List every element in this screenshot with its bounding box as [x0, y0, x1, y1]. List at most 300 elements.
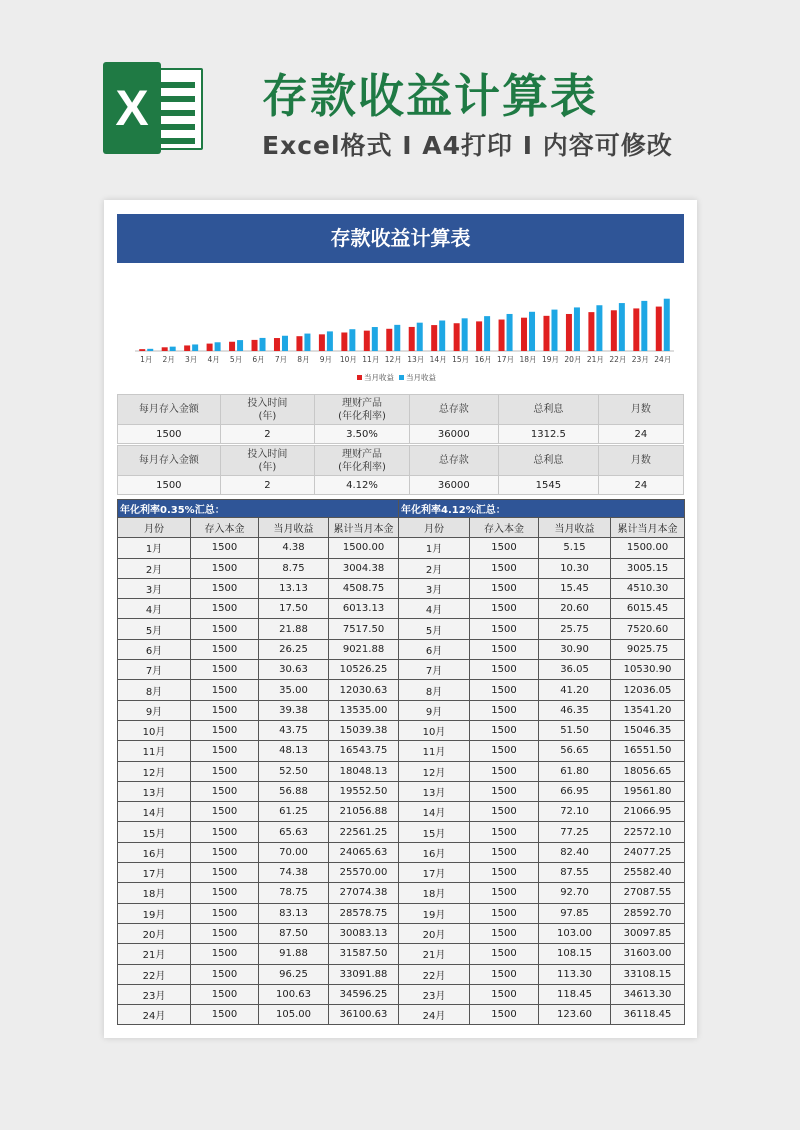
table-cell: 1月	[399, 538, 470, 558]
x-tick-label: 22月	[609, 355, 627, 364]
table-cell: 10530.90	[611, 660, 685, 680]
table-cell: 1500	[470, 700, 539, 720]
table-cell: 24月	[399, 1005, 470, 1025]
table-row	[118, 700, 685, 720]
table-cell: 1500	[191, 619, 259, 639]
table-cell: 15月	[118, 822, 191, 842]
table-cell: 20月	[399, 923, 470, 943]
table-row	[118, 578, 685, 598]
summary-value-cell: 24	[598, 476, 683, 495]
table-row	[118, 1005, 685, 1025]
table-cell: 6013.13	[329, 599, 399, 619]
column-header: 累计当月本金	[329, 518, 399, 538]
table-cell: 1500	[191, 964, 259, 984]
table-row	[118, 720, 685, 740]
table-cell: 56.65	[539, 741, 611, 761]
x-tick-label: 3月	[185, 355, 198, 364]
table-cell: 12036.05	[611, 680, 685, 700]
table-row	[118, 964, 685, 984]
table-cell: 91.88	[259, 944, 329, 964]
bar-series-1	[431, 325, 437, 351]
table-cell: 118.45	[539, 984, 611, 1004]
table-cell: 1500.00	[329, 538, 399, 558]
table-cell: 25.75	[539, 619, 611, 639]
summary-table-2	[117, 445, 684, 495]
table-cell: 23月	[399, 984, 470, 1004]
table-row	[118, 802, 685, 822]
bar-series-2	[282, 336, 288, 351]
table-cell: 13535.00	[329, 700, 399, 720]
summary-header-cell: 理财产品 (年化利率)	[315, 446, 410, 476]
table-cell: 34596.25	[329, 984, 399, 1004]
legend-swatch	[399, 375, 404, 380]
summary-table-1	[117, 394, 684, 444]
table-cell: 9021.88	[329, 639, 399, 659]
table-cell: 10526.25	[329, 660, 399, 680]
document-page	[104, 200, 697, 1038]
table-cell: 12030.63	[329, 680, 399, 700]
table-cell: 51.50	[539, 720, 611, 740]
table-cell: 34613.30	[611, 984, 685, 1004]
summary-value-cell: 36000	[409, 476, 498, 495]
table-row	[118, 944, 685, 964]
table-cell: 7月	[118, 660, 191, 680]
table-cell: 27074.38	[329, 883, 399, 903]
table-cell: 23月	[118, 984, 191, 1004]
table-cell: 36118.45	[611, 1005, 685, 1025]
table-cell: 1500	[470, 761, 539, 781]
table-cell: 28578.75	[329, 903, 399, 923]
legend-label: 当月收益	[406, 373, 436, 382]
section-title-right: 年化利率4.12%汇总：	[399, 500, 685, 518]
table-cell: 1500	[470, 863, 539, 883]
column-header: 当月收益	[259, 518, 329, 538]
x-tick-label: 21月	[586, 355, 604, 364]
table-cell: 11月	[399, 741, 470, 761]
bar-series-2	[327, 331, 333, 351]
legend-swatch	[357, 375, 362, 380]
table-cell: 19561.80	[611, 781, 685, 801]
table-cell: 8.75	[259, 558, 329, 578]
bar-series-1	[566, 314, 572, 351]
table-cell: 82.40	[539, 842, 611, 862]
bar-series-2	[484, 316, 490, 351]
table-cell: 28592.70	[611, 903, 685, 923]
table-row	[118, 599, 685, 619]
table-cell: 1500	[191, 578, 259, 598]
bar-series-2	[372, 327, 378, 351]
table-cell: 100.63	[259, 984, 329, 1004]
table-cell: 19月	[118, 903, 191, 923]
x-tick-label: 17月	[497, 355, 515, 364]
table-cell: 8月	[399, 680, 470, 700]
summary-header-cell: 投入时间 (年)	[220, 395, 315, 425]
table-row	[118, 639, 685, 659]
x-tick-label: 23月	[631, 355, 649, 364]
summary-header-cell: 总存款	[409, 446, 498, 476]
table-cell: 3004.38	[329, 558, 399, 578]
bar-series-1	[588, 312, 594, 351]
table-cell: 1500	[191, 944, 259, 964]
table-cell: 1500	[191, 720, 259, 740]
bar-series-1	[521, 318, 527, 351]
table-cell: 27087.55	[611, 883, 685, 903]
table-cell: 15月	[399, 822, 470, 842]
table-cell: 78.75	[259, 883, 329, 903]
monthly-income-chart	[117, 270, 684, 390]
table-cell: 1500	[470, 944, 539, 964]
column-header: 存入本金	[470, 518, 539, 538]
banner-title: 存款收益计算表	[262, 69, 598, 123]
table-cell: 96.25	[259, 964, 329, 984]
x-tick-label: 11月	[362, 355, 380, 364]
x-tick-label: 10月	[339, 355, 357, 364]
summary-value-cell: 24	[598, 425, 683, 444]
table-cell: 7520.60	[611, 619, 685, 639]
table-cell: 9月	[118, 700, 191, 720]
summary-header-cell: 月数	[598, 446, 683, 476]
table-cell: 7月	[399, 660, 470, 680]
summary-value-cell: 3.50%	[315, 425, 410, 444]
table-cell: 19552.50	[329, 781, 399, 801]
table-cell: 1500	[470, 984, 539, 1004]
table-row	[118, 619, 685, 639]
table-cell: 21066.95	[611, 802, 685, 822]
table-cell: 22572.10	[611, 822, 685, 842]
table-cell: 4.38	[259, 538, 329, 558]
table-cell: 8月	[118, 680, 191, 700]
bar-series-2	[260, 338, 266, 351]
table-cell: 22561.25	[329, 822, 399, 842]
table-cell: 1500	[191, 761, 259, 781]
table-cell: 30083.13	[329, 923, 399, 943]
table-row	[118, 984, 685, 1004]
table-cell: 1500	[470, 822, 539, 842]
table-cell: 5.15	[539, 538, 611, 558]
table-cell: 16551.50	[611, 741, 685, 761]
table-cell: 21.88	[259, 619, 329, 639]
summary-value-cell: 2	[220, 476, 315, 495]
x-tick-label: 15月	[452, 355, 470, 364]
table-cell: 6月	[118, 639, 191, 659]
bar-series-2	[170, 347, 176, 351]
table-cell: 1500	[470, 680, 539, 700]
table-cell: 1500	[191, 984, 259, 1004]
table-cell: 1500	[191, 680, 259, 700]
table-cell: 5月	[399, 619, 470, 639]
table-row	[118, 781, 685, 801]
x-tick-label: 9月	[319, 355, 333, 364]
table-cell: 16月	[118, 842, 191, 862]
table-cell: 13541.20	[611, 700, 685, 720]
table-cell: 48.13	[259, 741, 329, 761]
table-cell: 1500	[470, 599, 539, 619]
bar-series-1	[341, 332, 347, 351]
table-cell: 56.88	[259, 781, 329, 801]
table-cell: 1500	[191, 822, 259, 842]
table-cell: 4月	[399, 599, 470, 619]
excel-logo-letter: X	[103, 62, 161, 154]
table-cell: 26.25	[259, 639, 329, 659]
table-cell: 18048.13	[329, 761, 399, 781]
table-cell: 1月	[118, 538, 191, 558]
summary-value-cell: 2	[220, 425, 315, 444]
summary-header-cell: 投入时间 (年)	[220, 446, 315, 476]
bar-series-1	[476, 321, 482, 351]
x-tick-label: 1月	[140, 355, 153, 364]
table-cell: 7517.50	[329, 619, 399, 639]
table-cell: 11月	[118, 741, 191, 761]
summary-header-cell: 总存款	[409, 395, 498, 425]
table-cell: 39.38	[259, 700, 329, 720]
bar-series-2	[462, 318, 468, 351]
bar-series-1	[543, 316, 549, 351]
bar-series-1	[184, 345, 190, 351]
x-tick-label: 24月	[654, 355, 672, 364]
table-cell: 24077.25	[611, 842, 685, 862]
table-cell: 103.00	[539, 923, 611, 943]
table-row	[118, 558, 685, 578]
table-row	[118, 863, 685, 883]
x-tick-label: 7月	[274, 355, 288, 364]
summary-header-cell: 总利息	[498, 446, 598, 476]
table-cell: 1500	[191, 1005, 259, 1025]
table-cell: 4510.30	[611, 578, 685, 598]
bar-series-2	[394, 325, 400, 351]
x-tick-label: 18月	[519, 355, 537, 364]
table-cell: 30.90	[539, 639, 611, 659]
table-cell: 19月	[399, 903, 470, 923]
table-cell: 2月	[118, 558, 191, 578]
column-header: 累计当月本金	[611, 518, 685, 538]
table-row	[118, 822, 685, 842]
table-cell: 1500	[191, 802, 259, 822]
summary-value-cell: 1545	[498, 476, 598, 495]
bar-series-2	[349, 329, 355, 351]
table-cell: 1500	[470, 903, 539, 923]
table-cell: 22月	[399, 964, 470, 984]
table-cell: 1500	[470, 883, 539, 903]
table-cell: 33108.15	[611, 964, 685, 984]
table-cell: 35.00	[259, 680, 329, 700]
bar-series-1	[252, 340, 258, 351]
x-tick-label: 14月	[429, 355, 447, 364]
table-cell: 97.85	[539, 903, 611, 923]
table-cell: 18056.65	[611, 761, 685, 781]
table-cell: 87.55	[539, 863, 611, 883]
table-cell: 1500	[191, 781, 259, 801]
table-cell: 46.35	[539, 700, 611, 720]
table-cell: 4月	[118, 599, 191, 619]
bar-series-2	[596, 305, 602, 351]
table-cell: 113.30	[539, 964, 611, 984]
x-tick-label: 12月	[384, 355, 402, 364]
table-cell: 72.10	[539, 802, 611, 822]
table-cell: 1500	[470, 842, 539, 862]
table-cell: 31587.50	[329, 944, 399, 964]
table-cell: 1500	[191, 883, 259, 903]
table-cell: 52.50	[259, 761, 329, 781]
summary-header-cell: 月数	[598, 395, 683, 425]
table-cell: 24065.63	[329, 842, 399, 862]
table-cell: 10月	[118, 720, 191, 740]
table-cell: 43.75	[259, 720, 329, 740]
table-row	[118, 761, 685, 781]
banner-subtitle: Excel格式 I A4打印 I 内容可修改	[262, 131, 673, 160]
table-cell: 61.80	[539, 761, 611, 781]
table-cell: 1500	[191, 558, 259, 578]
table-cell: 15.45	[539, 578, 611, 598]
table-cell: 1500	[470, 923, 539, 943]
table-cell: 21月	[118, 944, 191, 964]
table-cell: 36100.63	[329, 1005, 399, 1025]
table-cell: 1500	[191, 863, 259, 883]
table-cell: 17.50	[259, 599, 329, 619]
column-header: 月份	[399, 518, 470, 538]
bar-series-1	[633, 308, 639, 351]
bar-series-2	[147, 349, 153, 351]
table-cell: 1500	[191, 660, 259, 680]
table-cell: 17月	[399, 863, 470, 883]
bar-series-1	[139, 349, 145, 351]
table-cell: 1500	[470, 720, 539, 740]
column-header: 当月收益	[539, 518, 611, 538]
table-cell: 1500	[191, 639, 259, 659]
table-cell: 74.38	[259, 863, 329, 883]
table-cell: 9月	[399, 700, 470, 720]
table-row	[118, 883, 685, 903]
table-cell: 1500	[191, 741, 259, 761]
table-cell: 3月	[118, 578, 191, 598]
table-cell: 1500	[191, 903, 259, 923]
banner	[0, 0, 800, 195]
table-cell: 33091.88	[329, 964, 399, 984]
summary-header-cell: 每月存入金额	[118, 395, 221, 425]
table-cell: 1500	[470, 660, 539, 680]
table-cell: 65.63	[259, 822, 329, 842]
bar-series-2	[529, 312, 535, 351]
x-tick-label: 4月	[207, 355, 220, 364]
table-cell: 105.00	[259, 1005, 329, 1025]
table-cell: 16543.75	[329, 741, 399, 761]
table-cell: 6月	[399, 639, 470, 659]
table-cell: 1500	[470, 578, 539, 598]
table-cell: 1500	[191, 842, 259, 862]
table-row	[118, 842, 685, 862]
column-header: 存入本金	[191, 518, 259, 538]
table-cell: 1500	[470, 619, 539, 639]
table-cell: 20月	[118, 923, 191, 943]
table-cell: 66.95	[539, 781, 611, 801]
legend-label: 当月收益	[364, 373, 394, 382]
table-cell: 10月	[399, 720, 470, 740]
excel-icon	[103, 62, 203, 154]
table-cell: 10.30	[539, 558, 611, 578]
bar-series-1	[364, 331, 370, 351]
table-cell: 1500	[470, 802, 539, 822]
x-tick-label: 2月	[162, 355, 175, 364]
bar-series-2	[192, 344, 198, 351]
table-cell: 12月	[118, 761, 191, 781]
table-cell: 123.60	[539, 1005, 611, 1025]
table-cell: 9025.75	[611, 639, 685, 659]
bar-series-2	[304, 334, 310, 351]
bar-series-1	[611, 310, 617, 351]
table-cell: 15039.38	[329, 720, 399, 740]
bar-series-1	[319, 334, 325, 351]
table-cell: 4508.75	[329, 578, 399, 598]
bar-series-2	[237, 340, 243, 351]
table-cell: 13.13	[259, 578, 329, 598]
table-cell: 1500	[470, 781, 539, 801]
bar-series-1	[409, 327, 415, 351]
bar-series-1	[274, 338, 280, 351]
table-row	[118, 903, 685, 923]
table-cell: 87.50	[259, 923, 329, 943]
table-row	[118, 680, 685, 700]
table-cell: 5月	[118, 619, 191, 639]
table-cell: 18月	[118, 883, 191, 903]
x-tick-label: 8月	[297, 355, 310, 364]
table-cell: 92.70	[539, 883, 611, 903]
bar-series-1	[454, 323, 460, 351]
table-cell: 36.05	[539, 660, 611, 680]
table-cell: 41.20	[539, 680, 611, 700]
bar-series-1	[207, 344, 213, 351]
table-cell: 1500	[470, 964, 539, 984]
bar-series-1	[499, 320, 505, 351]
summary-value-cell: 36000	[409, 425, 498, 444]
table-row	[118, 741, 685, 761]
table-cell: 31603.00	[611, 944, 685, 964]
bar-series-2	[507, 314, 513, 351]
x-tick-label: 5月	[229, 355, 243, 364]
bar-series-1	[296, 336, 302, 351]
bar-series-2	[664, 299, 670, 351]
table-cell: 30097.85	[611, 923, 685, 943]
bar-series-1	[656, 307, 662, 351]
table-cell: 17月	[118, 863, 191, 883]
summary-header-cell: 每月存入金额	[118, 446, 221, 476]
table-cell: 1500	[191, 923, 259, 943]
table-cell: 3005.15	[611, 558, 685, 578]
bar-series-1	[229, 342, 235, 351]
bar-series-2	[641, 301, 647, 351]
table-cell: 14月	[399, 802, 470, 822]
table-row	[118, 538, 685, 558]
table-cell: 14月	[118, 802, 191, 822]
bar-series-2	[215, 342, 221, 351]
table-cell: 6015.45	[611, 599, 685, 619]
summary-value-cell: 1500	[118, 476, 221, 495]
bar-series-2	[619, 303, 625, 351]
x-tick-label: 19月	[541, 355, 560, 364]
table-cell: 70.00	[259, 842, 329, 862]
table-cell: 24月	[118, 1005, 191, 1025]
table-cell: 30.63	[259, 660, 329, 680]
bar-series-1	[162, 347, 168, 351]
bar-series-1	[386, 329, 392, 351]
table-cell: 1500	[191, 700, 259, 720]
section-title-left: 年化利率0.35%汇总：	[118, 500, 399, 518]
table-row	[118, 660, 685, 680]
table-cell: 13月	[118, 781, 191, 801]
table-row	[118, 923, 685, 943]
table-cell: 1500	[470, 1005, 539, 1025]
table-cell: 22月	[118, 964, 191, 984]
summary-value-cell: 1312.5	[498, 425, 598, 444]
table-cell: 16月	[399, 842, 470, 862]
